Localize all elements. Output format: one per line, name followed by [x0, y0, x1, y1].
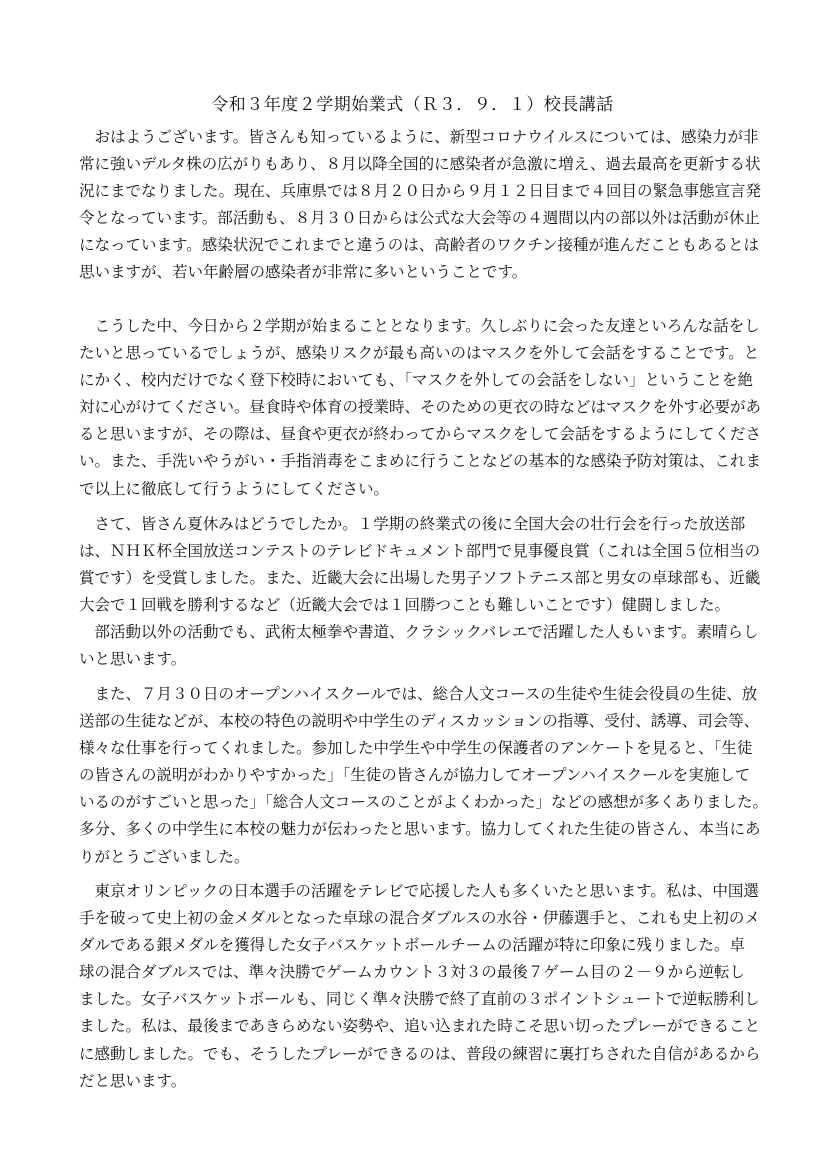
text-line: 部活動以外の活動でも、武術太極拳や書道、クラシックバレエで活躍した人もいます。素晴らし: [79, 623, 759, 642]
text-line: ると思いますが、その際は、昼食や更衣が終わってからマスクをして会話をするようにしてくださ: [79, 425, 761, 444]
text-line: になっています。感染状況でこれまでと違うのは、高齢者のワクチン接種が進んだこともあるとは: [79, 236, 759, 255]
text-line: こうした中、今日から２学期が始まることとなります。久しぶりに会った友達といろんな話をし: [79, 317, 760, 335]
text-line: おはようございます。皆さんも知っているように、新型コロナウイルスについては、感染力が非: [79, 128, 759, 146]
text-line: 多分、多くの中学生に本校の魅力が伝わったと思います。協力してくれた生徒の皆さん、本当にあ: [79, 820, 761, 839]
text-line: ダルである銀メダルを獲得した女子バスケットボールチームの活躍が特に印象に残りました。卓: [79, 936, 745, 955]
text-line: い。また、手洗いやうがい・手指消毒をこまめに行うことなどの基本的な感染予防対策は、これま: [79, 452, 762, 471]
text-line: 大会で１回戦を勝利するなど（近畿大会では１回勝つことも難しいことです）健闘しました。: [79, 596, 731, 615]
paragraph-olympics: [79, 878, 761, 1095]
text-line: たいと思っているでしょうが、感染リスクが最も高いのはマスクを外して会話をすることです。と: [79, 344, 760, 363]
text-line: にかく、校内だけでなく登下校時においても、「マスクを外しての会話をしない」ということを絶: [79, 371, 753, 390]
page-title: 令和３年度２学期始業式（Ｒ３．９．１）校長講話: [211, 95, 614, 115]
text-line: 東京オリンピックの日本選手の活躍をテレビで応援した人も多くいたと思います。私は、中国選: [79, 882, 759, 900]
text-line: さて、皆さん夏休みはどうでしたか。１学期の終業式の後に全国大会の壮行会を行った放送部: [79, 515, 746, 533]
text-line: の皆さんの説明がわかりやすかった」「生徒の皆さんが協力してオープンハイスクールを実施して: [79, 766, 751, 785]
text-line: だと思います。: [79, 1071, 187, 1090]
text-line: また、７月３０日のオープンハイスクールでは、総合人文コースの生徒や生徒会役員の生徒、放: [79, 685, 758, 703]
text-line: 令となっています。部活動も、８月３０日からは公式な大会等の４週間以内の部以外は活動が休止: [79, 209, 760, 228]
paragraph-infection-prevention: [79, 313, 762, 503]
text-line: で以上に徹底して行うようにしてください。: [79, 479, 390, 498]
paragraph-club-achievements: [79, 511, 761, 674]
text-line: 送部の生徒などが、本校の特色の説明や中学生のディスカッションの指導、受付、誘導、司会等、: [79, 712, 760, 731]
paragraph-covid-status: [79, 124, 762, 287]
text-line: 球の混合ダブルスでは、準々決勝でゲームカウント３対３の最後７ゲーム目の２－９から逆転し: [79, 963, 745, 982]
text-line: 様々な仕事を行ってくれました。参加した中学生や中学生の保護者のアンケートを見ると、「生徒: [79, 739, 753, 758]
text-line: いと思います。: [79, 650, 187, 669]
text-line: ました。私は、最後まであきらめない姿勢や、追い込まれた時こそ思い切ったプレーができること: [79, 1017, 761, 1036]
text-line: に感動しました。でも、そうしたプレーができるのは、普段の練習に裏打ちされた自信があるから: [79, 1044, 761, 1063]
text-line: 賞です）を受賞しました。また、近畿大会に出場した男子ソフトテニス部と男女の卓球部も、近畿: [79, 569, 761, 588]
text-line: 対に心がけてください。昼食時や体育の授業時、そのための更衣の時などはマスクを外す必要があ: [79, 398, 762, 417]
text-line: いるのがすごいと思った」「総合人文コースのことがよくわかった」などの感想が多くありました。: [79, 793, 768, 812]
text-line: 思いますが、若い年齢層の感染者が非常に多いということです。: [79, 263, 528, 282]
text-line: ました。女子バスケットボールも、同じく準々決勝で終了直前の３ポイントシュートで逆転勝利し: [79, 990, 760, 1009]
text-line: 手を破って史上初の金メダルとなった卓球の混合ダブルスの水谷・伊藤選手と、これも史上初のメ: [79, 909, 760, 928]
text-line: りがとうございました。: [79, 847, 250, 866]
text-line: は、ＮＨＫ杯全国放送コンテストのテレビドキュメント部門で見事優良賞（これは全国５位相当の: [79, 542, 761, 561]
text-line: 常に強いデルタ株の広がりもあり、８月以降全国的に感染者が急激に増え、過去最高を更新する状: [79, 155, 761, 174]
paragraph-open-high-school: [79, 681, 768, 871]
text-line: 況にまでなりました。現在、兵庫県では８月２０日から９月１２日目まで４回目の緊急事態宣言発: [79, 182, 762, 201]
